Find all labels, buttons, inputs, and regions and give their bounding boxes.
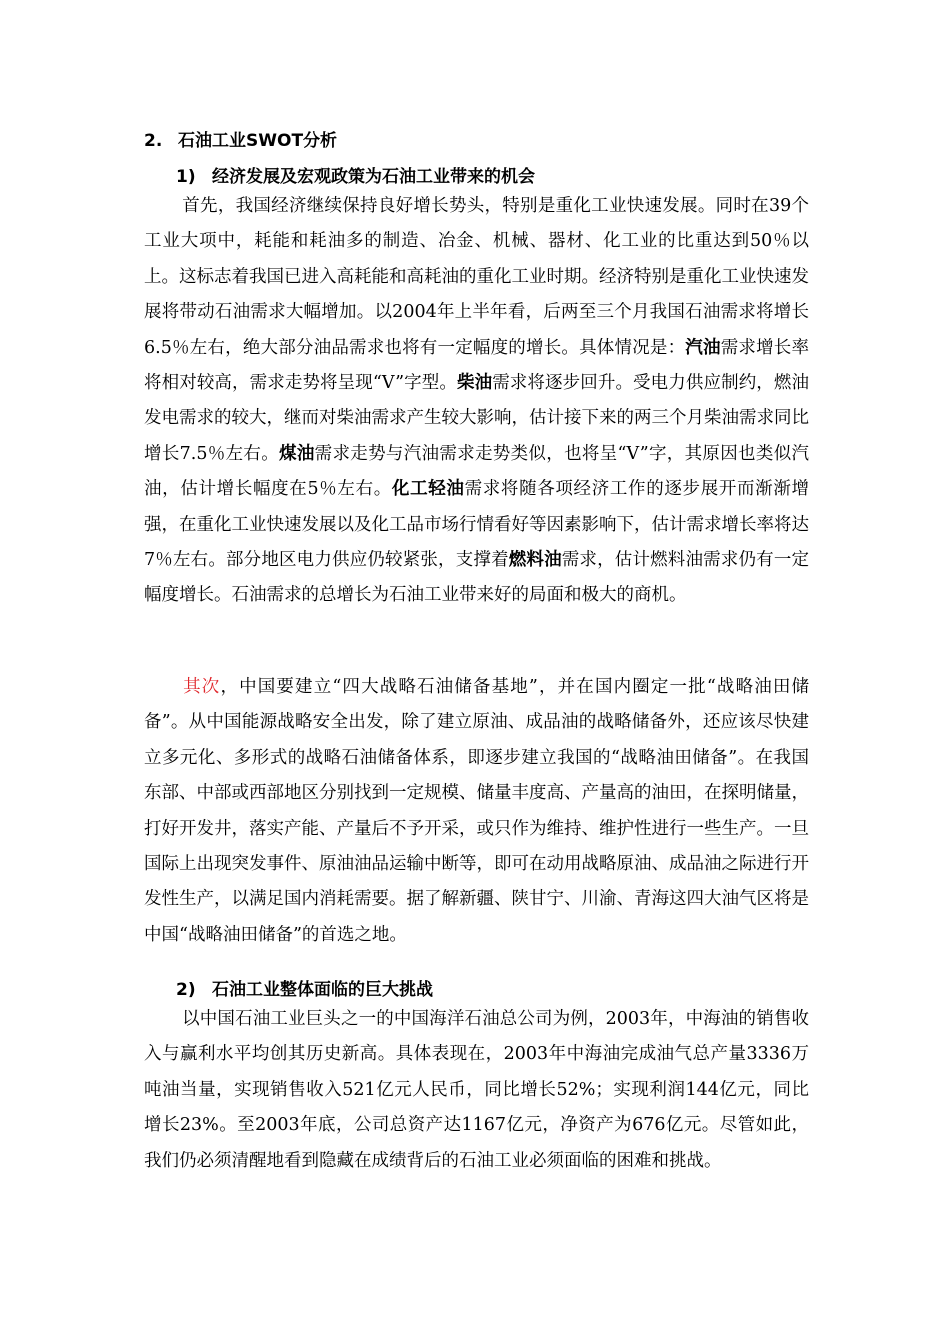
term-gasoline: 汽油 bbox=[685, 337, 721, 358]
paragraph-challenges bbox=[144, 1002, 809, 1179]
paragraph-strategic-reserve bbox=[144, 670, 809, 953]
p1-text-3: 需求将逐步回升。受电力供应制约，燃油发电需求的较大，继而对柴油需求产生较大影响，估计接下来的两三个月柴油需求同比增长7.5％左右。 bbox=[144, 373, 810, 464]
term-diesel: 柴油 bbox=[456, 373, 493, 394]
subsection-heading-2 bbox=[176, 975, 433, 1000]
p2-highlight: 其次 bbox=[182, 677, 221, 697]
section-number: 2. bbox=[144, 131, 163, 151]
p3-text: 以中国石油工业巨头之一的中国海洋石油总公司为例，2003年，中海油的销售收入与赢利水平均创其历史新高。具体表现在，2003年中海油完成油气总产量3336万吨油当量，实现销售收入521亿元人民币，同比增长52%；实现利润144亿元，同比增长23%。至2003年底，公司总资产达1167亿元，净资产为676亿元。尽管如此，我们仍必须清醒地看到隐藏在成绩背后的石油工业必须面临的困难和挑战。 bbox=[144, 1009, 809, 1171]
p1-text-5: 需求将随各项经济工作的逐步展开而渐渐增强，在重化工业快速发展以及化工品市场行情看好等因素影响下，估计需求增长率将达7％左右。部分地区电力供应仍较紧张，支撑着 bbox=[144, 479, 810, 571]
subsection-title-1: 经济发展及宏观政策为石油工业带来的机会 bbox=[212, 167, 535, 187]
subsection-number-2: 2) bbox=[176, 980, 196, 1000]
p1-text-1: 首先，我国经济继续保持良好增长势头，特别是重化工业快速发展。同时在39个工业大项中，耗能和耗油多的制造、冶金、机械、器材、化工业的比重达到50％以上。这标志着我国已进入高耗能和高耗油的重化工业时期。经济特别是重化工业快速发展将带动石油需求大幅增加。以2004年上半年看，后两至三个月我国石油需求将增长6.5％左右，绝大部分油品需求也将有一定幅度的增长。具体情况是： bbox=[144, 196, 809, 358]
p1-text-6: 需求，估计燃料油需求仍有一定幅度增长。石油需求的总增长为石油工业带来好的局面和极大的商机。 bbox=[144, 550, 809, 606]
section-heading bbox=[144, 126, 337, 151]
paragraph-opportunities bbox=[144, 189, 809, 614]
subsection-number-1: 1) bbox=[176, 167, 196, 187]
term-fuel-oil: 燃料油 bbox=[508, 550, 562, 571]
term-kerosene: 煤油 bbox=[279, 443, 315, 464]
subsection-heading-1 bbox=[176, 162, 535, 187]
section-title: 石油工业SWOT分析 bbox=[178, 131, 338, 151]
p2-text: ，中国要建立“四大战略石油储备基地”，并在国内圈定一批“战略油田储备”。从中国能源战略安全出发，除了建立原油、成品油的战略储备外，还应该尽快建立多元化、多形式的战略石油储备体系，即逐步建立我国的“战略油田储备”。在我国东部、中部或西部地区分别找到一定规模、储量丰度高、产量高的油田，在探明储量，打好开发井，落实产能、产量后不予开采，或只作为维持、维护性进行一些生产。一旦国际上出现突发事件、原油油品运输中断等，即可在动用战略原油、成品油之际进行开发性生产，以满足国内消耗需要。据了解新疆、陕甘宁、川渝、青海这四大油气区将是中国“战略油田储备”的首选之地。 bbox=[144, 677, 810, 945]
term-chemical-light-oil: 化工轻油 bbox=[391, 479, 465, 500]
subsection-title-2: 石油工业整体面临的巨大挑战 bbox=[212, 980, 433, 1000]
p1-text-4: 需求走势与汽油需求走势类似，也将呈“V”字，其原因也类似汽油，估计增长幅度在5％左右。 bbox=[144, 443, 810, 500]
p1-text-2: 需求增长率将相对较高，需求走势将呈现“V”字型。 bbox=[144, 337, 809, 394]
